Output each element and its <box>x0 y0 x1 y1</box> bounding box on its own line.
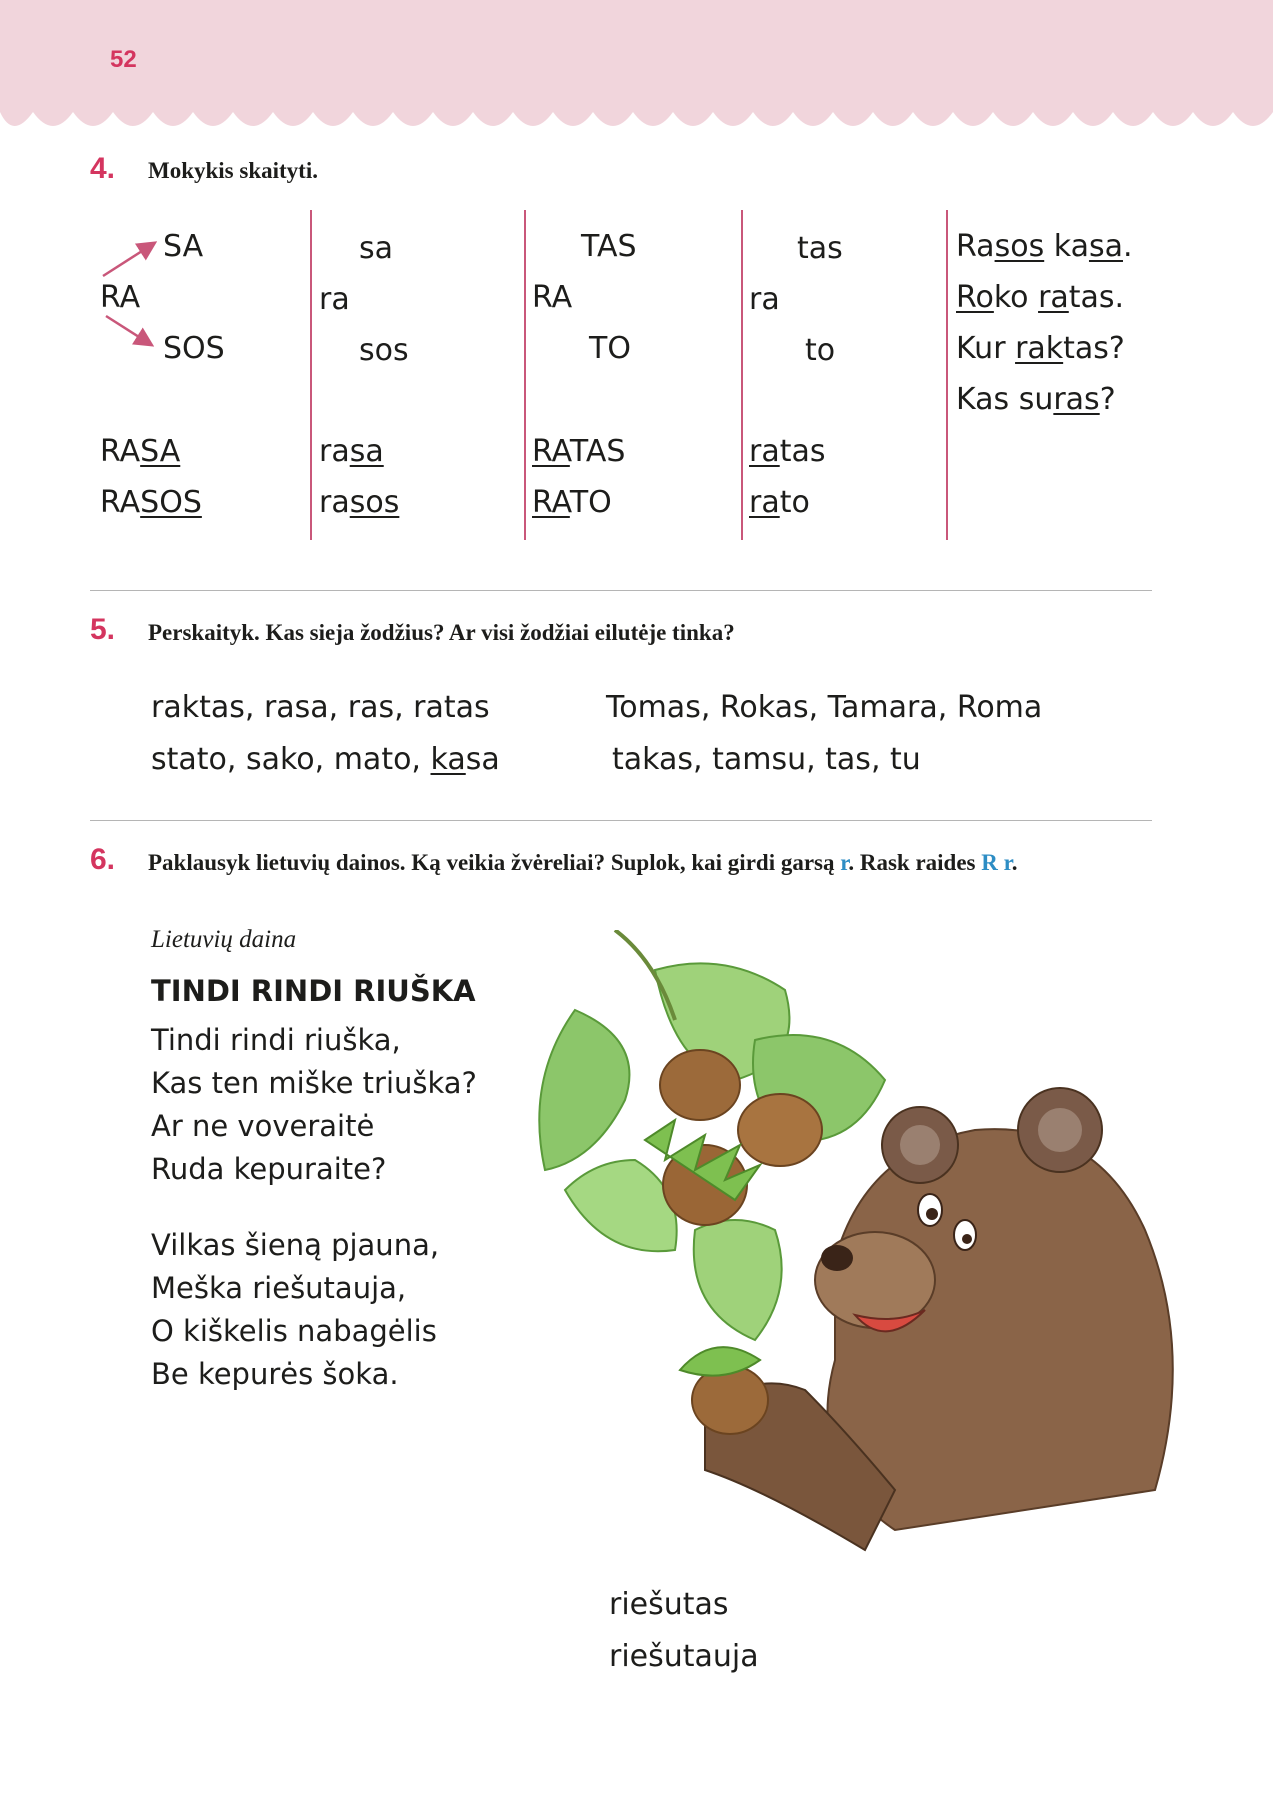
bear-hazelnut-illustration <box>505 930 1235 1570</box>
verse-line: Ruda kepuraite? <box>151 1152 387 1186</box>
col1-syllable-ra: RA <box>100 280 141 315</box>
col4-syllable-tas: tas <box>797 231 843 266</box>
exercise-4-number: 4. <box>90 152 116 185</box>
word-row-right-1: Tomas, Rokas, Tamara, Roma <box>606 690 1043 725</box>
word-row-left-1: raktas, rasa, ras, ratas <box>151 690 490 725</box>
exercise-6-title: Paklausyk lietuvių dainos. Ką veikia žvėreliai? Suplok, kai girdi garsą r. Rask raides R r. <box>148 850 1018 875</box>
column-divider <box>310 210 312 540</box>
song-verse-2 <box>151 1224 511 1396</box>
col1-word-rasos: RASOS <box>100 485 202 520</box>
col3-syllable-tas: TAS <box>581 229 637 264</box>
verse-line: Meška riešutauja, <box>151 1271 407 1305</box>
sentence-4: Kas suras? <box>956 382 1116 417</box>
caption-word-2: riešutauja <box>609 1639 759 1674</box>
col2-syllable-sos: sos <box>359 333 409 368</box>
column-divider <box>524 210 526 540</box>
col3-word-rato: RATO <box>532 485 612 520</box>
section-divider <box>90 590 1152 591</box>
caption-word-1: riešutas <box>609 1587 729 1622</box>
page-number: 52 <box>110 46 137 73</box>
column-divider <box>741 210 743 540</box>
column-divider <box>946 210 948 540</box>
col3-syllable-to: TO <box>589 331 631 366</box>
page-header-band <box>0 0 1273 140</box>
sentence-3: Kur raktas? <box>956 331 1125 366</box>
col2-syllable-sa: sa <box>359 231 394 266</box>
col4-word-rato: rato <box>749 485 810 520</box>
col3-syllable-ra: RA <box>532 280 573 315</box>
verse-line: Tindi rindi riuška, <box>151 1023 401 1057</box>
exercise-5-number: 5. <box>90 613 116 646</box>
song-subtitle: Lietuvių daina <box>151 926 297 953</box>
verse-line: Be kepurės šoka. <box>151 1357 399 1391</box>
verse-line: Vilkas šieną pjauna, <box>151 1228 440 1262</box>
col2-word-rasos: rasos <box>319 485 400 520</box>
exercise-4-title: Mokykis skaityti. <box>148 158 318 183</box>
col4-word-ratas: ratas <box>749 434 826 469</box>
col1-syllable-sa: SA <box>163 229 204 264</box>
sentence-2: Roko ratas. <box>956 280 1125 315</box>
verse-line: O kiškelis nabagėlis <box>151 1314 437 1348</box>
verse-line: Ar ne voveraitė <box>151 1109 375 1143</box>
col2-word-rasa: rasa <box>319 434 384 469</box>
verse-line: Kas ten miške triuška? <box>151 1066 477 1100</box>
col3-word-ratas: RATAS <box>532 434 626 469</box>
col1-syllable-sos: SOS <box>163 331 225 366</box>
word-row-left-2: stato, sako, mato, kasa <box>151 742 500 777</box>
col4-syllable-to: to <box>805 333 836 368</box>
word-row-right-2: takas, tamsu, tas, tu <box>612 742 921 777</box>
exercise-5-title: Perskaityk. Kas sieja žodžius? Ar visi žodžiai eilutėje tinka? <box>148 620 735 645</box>
song-verse-1 <box>151 1019 511 1191</box>
exercise-6-number: 6. <box>90 843 116 876</box>
col2-syllable-ra: ra <box>319 282 350 317</box>
section-divider <box>90 820 1152 821</box>
sentence-1: Rasos kasa. <box>956 229 1133 264</box>
col4-syllable-ra: ra <box>749 282 780 317</box>
song-title: TINDI RINDI RIUŠKA <box>151 974 476 1008</box>
col1-word-rasa: RASA <box>100 434 181 469</box>
